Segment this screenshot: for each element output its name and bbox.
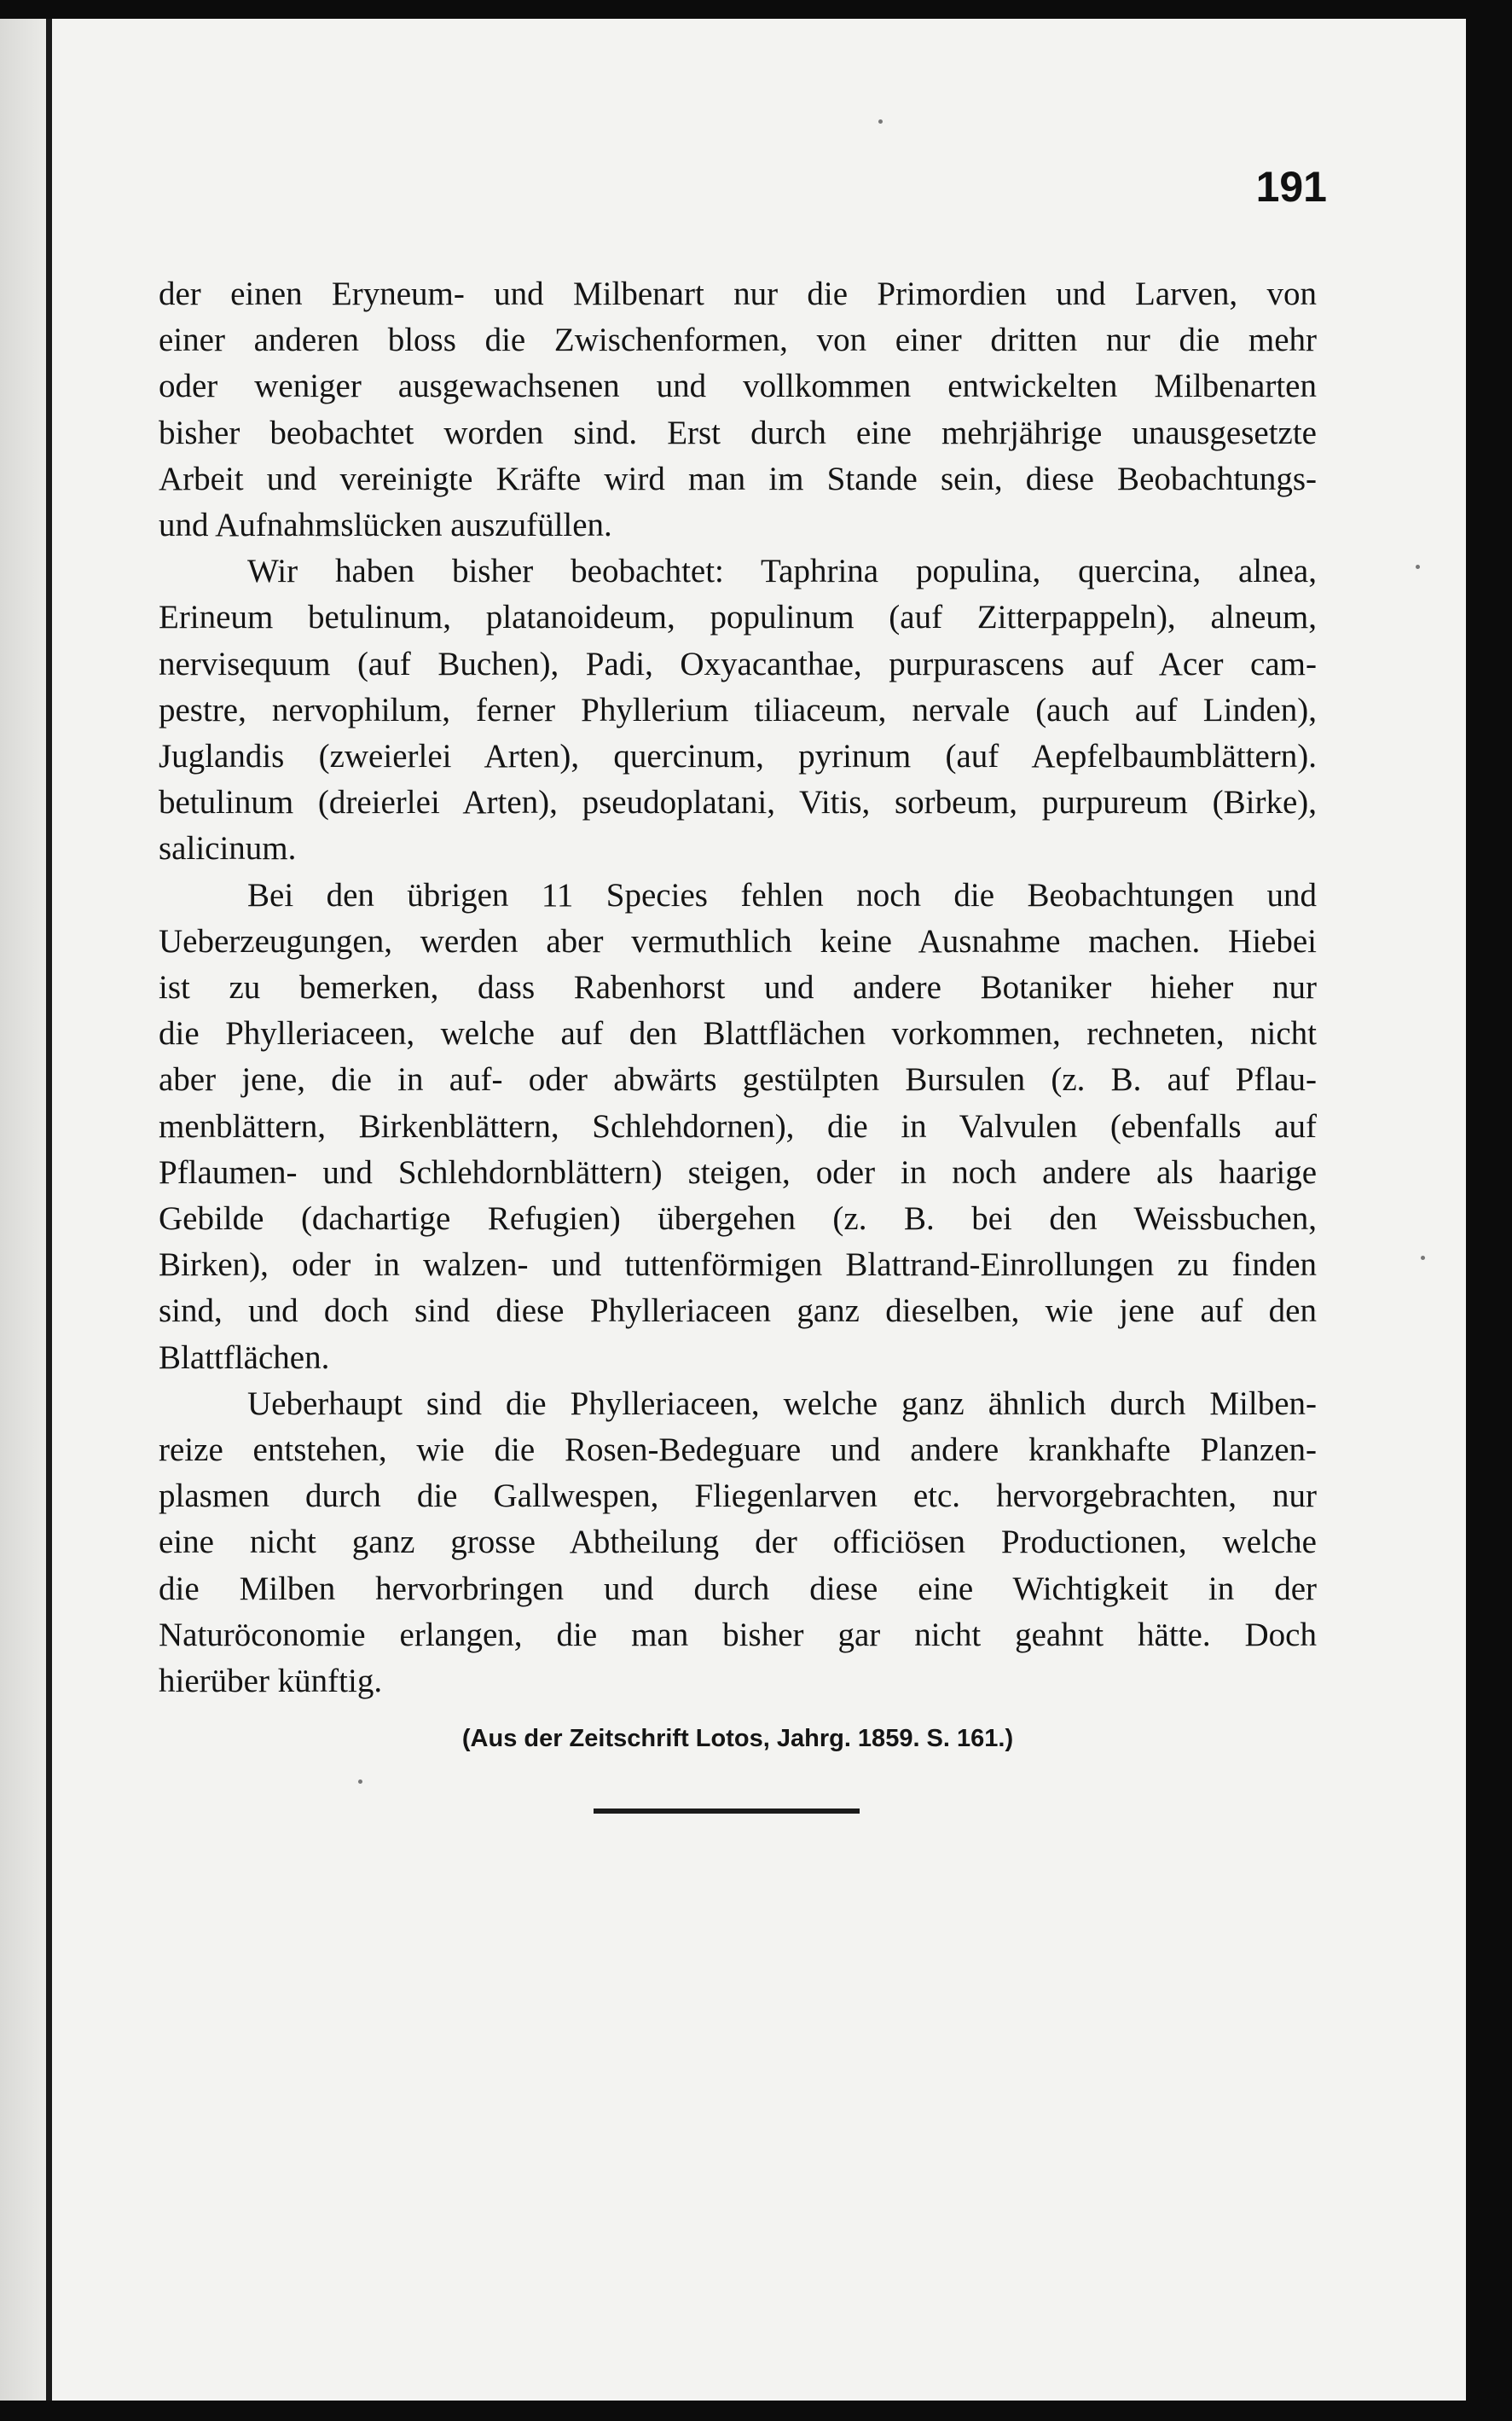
text-line: die Milben hervorbringen und durch diese eine Wichtigkeit in der <box>159 1570 1317 1607</box>
scan-speck <box>358 1779 362 1784</box>
text-line: Arbeit und vereinigte Kräfte wird man im Stande sein, diese Beobachtungs- <box>159 460 1317 497</box>
text-line: eine nicht ganz grosse Abtheilung der officiösen Productionen, welche <box>159 1524 1317 1561</box>
text-line: Gebilde (dachartige Refugien) übergehen (z. B. bei den Weissbuchen, <box>159 1200 1317 1238</box>
scan-border-bottom <box>0 2401 1512 2421</box>
text-line: Wir haben bisher beobachtet: Taphrina populina, quercina, alnea, <box>247 553 1317 590</box>
text-line: hierüber künftig. <box>159 1663 383 1700</box>
page-number: 191 <box>1255 163 1327 211</box>
text-line: einer anderen bloss die Zwischenformen, von einer dritten nur die mehr <box>159 322 1317 359</box>
text-line: nervisequum (auf Buchen), Padi, Oxyacanthae, purpurascens auf Acer cam- <box>159 645 1317 682</box>
text-line: reize entstehen, wie die Rosen-Bedeguare und andere krankhafte Planzen- <box>159 1431 1317 1469</box>
text-line: ist zu bemerken, dass Rabenhorst und andere Botaniker hieher nur <box>159 969 1317 1007</box>
text-line: Ueberhaupt sind die Phylleriaceen, welche ganz ähnlich durch Milben- <box>247 1385 1317 1422</box>
text-line: salicinum. <box>159 830 297 868</box>
text-line: Blattflächen. <box>159 1338 330 1376</box>
text-line: sind, und doch sind diese Phylleriaceen ganz dieselben, wie jene auf den <box>159 1292 1317 1330</box>
text-line: plasmen durch die Gallwespen, Fliegenlarven etc. hervorgebrachten, nur <box>159 1478 1317 1515</box>
text-line: menblättern, Birkenblättern, Schlehdornen), die in Valvulen (ebenfalls auf <box>159 1107 1317 1145</box>
text-line: aber jene, die in auf- oder abwärts gestülpten Bursulen (z. B. auf Pflau- <box>159 1061 1317 1099</box>
text-line: die Phylleriaceen, welche auf den Blattflächen vorkommen, rechneten, nicht <box>159 1015 1317 1053</box>
source-citation: (Aus der Zeitschrift Lotos, Jahrg. 1859. S. 161.) <box>461 1725 1014 1752</box>
paragraph <box>159 271 1317 549</box>
text-line: pestre, nervophilum, ferner Phyllerium tiliaceum, nervale (auch auf Linden), <box>159 691 1317 729</box>
text-line: Juglandis (zweierlei Arten), quercinum, pyrinum (auf Aepfelbaumblättern). <box>159 738 1317 775</box>
text-line: betulinum (dreierlei Arten), pseudoplatani, Vitis, sorbeum, purpureum (Birke), <box>159 784 1317 822</box>
scan-border-right <box>1466 0 1512 2421</box>
binding-edge <box>46 19 52 2401</box>
paragraph <box>159 549 1317 872</box>
text-line: Ueberzeugungen, werden aber vermuthlich keine Ausnahme machen. Hiebei <box>159 922 1317 960</box>
text-line: und Aufnahmslücken auszufüllen. <box>159 507 612 544</box>
scan-speck <box>878 119 883 124</box>
end-rule <box>594 1808 860 1814</box>
text-line: Erineum betulinum, platanoideum, populinum (auf Zitterpappeln), alneum, <box>159 599 1317 636</box>
body-text <box>159 271 1317 1704</box>
page-gutter <box>0 19 46 2401</box>
text-line: Pflaumen- und Schlehdornblättern) steigen, oder in noch andere als haarige <box>159 1153 1317 1191</box>
text-line: Bei den übrigen 11 Species fehlen noch die Beobachtungen und <box>247 876 1317 914</box>
scan-border-top <box>0 0 1512 19</box>
text-line: bisher beobachtet worden sind. Erst durch eine mehrjährige unausgesetzte <box>159 414 1317 451</box>
paragraph <box>159 1381 1317 1704</box>
scan-speck <box>1416 565 1420 569</box>
paragraph <box>159 873 1317 1381</box>
text-line: der einen Eryneum- und Milbenart nur die Primordien und Larven, von <box>159 276 1317 312</box>
book-page <box>0 19 1466 2401</box>
text-line: Naturöconomie erlangen, die man bisher gar nicht geahnt hätte. Doch <box>159 1616 1317 1653</box>
text-line: oder weniger ausgewachsenen und vollkommen entwickelten Milbenarten <box>159 368 1317 405</box>
scan-speck <box>1421 1256 1425 1260</box>
text-line: Birken), oder in walzen- und tuttenförmigen Blattrand-Einrollungen zu finden <box>159 1246 1317 1284</box>
